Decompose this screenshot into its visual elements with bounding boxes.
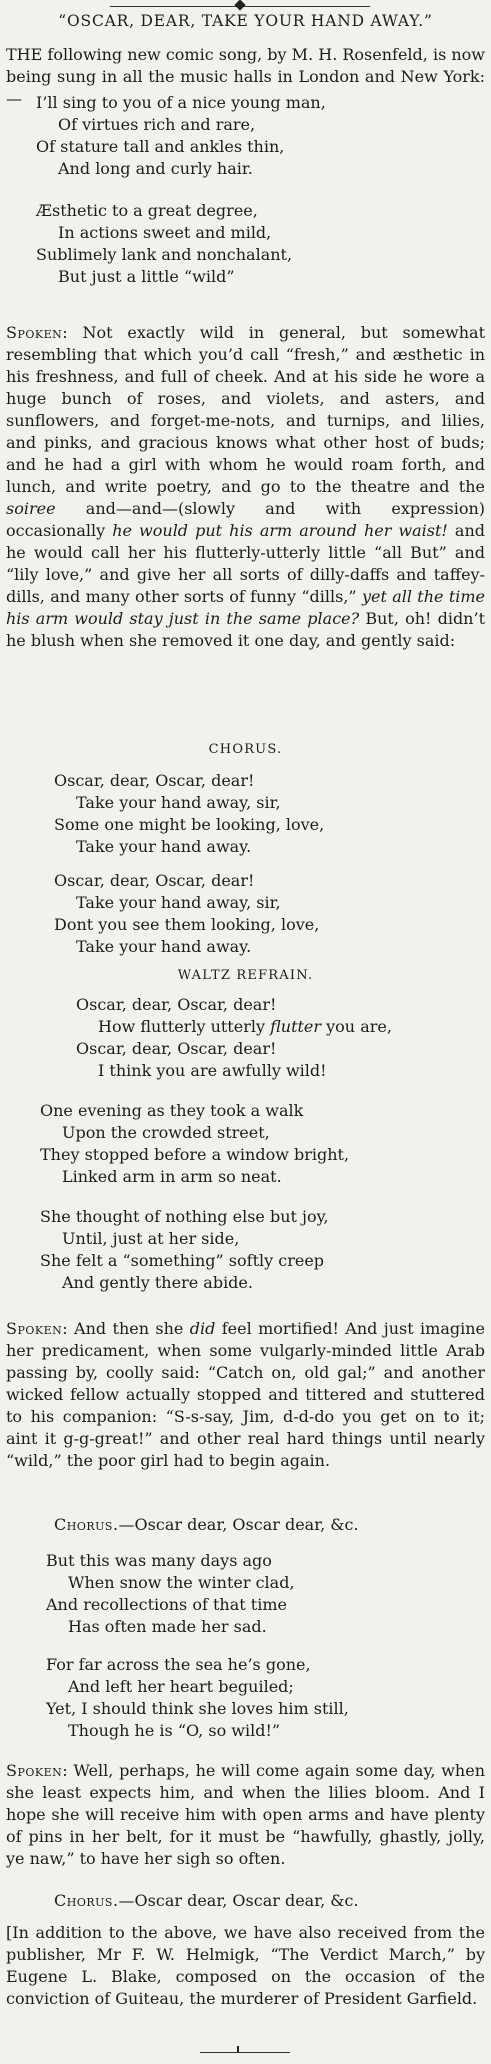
intro-paragraph: THE following new comic song, by M. H. Rosenfeld, is now being sung in all the music halls in London and New York:— — [6, 45, 485, 108]
spoken-label: Spoken — [6, 323, 63, 342]
chorus-reference-2 — [54, 1890, 359, 1912]
verse-line: In actions sweet and mild, — [58, 223, 272, 242]
spoken-label: Spoken — [6, 1319, 63, 1338]
waltz-line — [76, 1016, 392, 1038]
verse-line: Until, just at her side, — [62, 1229, 240, 1248]
waltz-text: How flutterly utterly — [98, 1017, 271, 1036]
chorus-line: Dont you see them looking, love, — [54, 915, 320, 934]
verse-1 — [36, 92, 326, 180]
verse-line: She felt a “something” softly creep — [40, 1251, 325, 1270]
waltz-line: Oscar, dear, Oscar, dear! — [76, 995, 277, 1014]
chorus-ref-label: Chorus. — [54, 1515, 119, 1534]
verse-line: Sublimely lank and nonchalant, — [36, 245, 293, 264]
spoken-text: : Not exactly wild in general, but somewhat resembling that which you’d call “fresh,” and æsthetic in his freshness, and full of cheek. And at his side he wore a huge bunch of roses, and violets, and asters, and sunflowers, and forget-me-nots, and turnips, and lilies, and pinks, and gracious knows what other host of buds; and he had a girl with whom he would roam forth, and lunch, and write poetry, and go to the theatre and the — [6, 323, 485, 496]
chorus-line: Oscar, dear, Oscar, dear! — [54, 771, 255, 790]
chorus-heading: CHORUS. — [208, 742, 283, 757]
chorus-line: Take your hand away. — [76, 837, 252, 856]
waltz-refrain-heading: WALTZ REFRAIN. — [177, 968, 314, 983]
verse-line: They stopped before a window bright, — [40, 1145, 350, 1164]
verse-line: For far across the sea he’s gone, — [46, 1655, 311, 1674]
verse-line: But this was many days ago — [46, 1551, 272, 1570]
spoken-italic: did — [189, 1319, 216, 1338]
chorus-line: Take your hand away, sir, — [76, 893, 281, 912]
verse-line: And left her heart beguiled; — [68, 1677, 294, 1696]
verse-4 — [40, 1206, 329, 1294]
waltz-line: I think you are awfully wild! — [98, 1061, 327, 1080]
spoken-italic: soiree — [6, 499, 56, 518]
verse-line: But just a little “wild” — [58, 267, 235, 286]
chorus-1 — [54, 770, 324, 858]
verse-line: Has often made her sad. — [68, 1617, 267, 1636]
spoken-label: Spoken — [6, 1761, 63, 1780]
verse-line: Of virtues rich and rare, — [58, 115, 256, 134]
spoken-text: But, oh! didn’t he blush when she removed it one day, and gently said: — [6, 609, 486, 650]
verse-line: Linked arm in arm so neat. — [62, 1167, 282, 1186]
verse-line: And gently there abide. — [62, 1273, 253, 1292]
spoken-text: : Well, perhaps, he will come again some day, when she least expects him, and when the lilies bloom. And I hope she will receive him with open arms and have plenty of pins in her belt, for it must be “hawfully, ghastly, jolly, ye naw,” to have her sigh so often. — [6, 1761, 485, 1868]
verse-line: Yet, I should think she loves him still, — [46, 1699, 349, 1718]
verse-line: Of stature tall and ankles thin, — [36, 137, 285, 156]
waltz-text: you are, — [321, 1017, 392, 1036]
verse-2 — [36, 200, 292, 288]
verse-line: I’ll sing to you of a nice young man, — [36, 93, 326, 112]
spoken-italic: yet all the time his arm would stay just in the same place? — [6, 587, 486, 628]
verse-line: One evening as they took a walk — [40, 1101, 304, 1120]
spoken-text: : And then she — [62, 1319, 190, 1338]
verse-line: Æsthetic to a great degree, — [36, 201, 258, 220]
spoken-text: and—and—(slowly and with expression) occasionally — [6, 499, 485, 540]
waltz-italic: flutter — [270, 1017, 322, 1036]
verse-6 — [46, 1654, 349, 1742]
verse-5 — [46, 1550, 295, 1638]
spoken-paragraph-2 — [6, 1318, 485, 1472]
chorus-2 — [54, 870, 319, 958]
top-ornament — [234, 0, 245, 11]
spoken-italic: he would put his arm around her waist! — [112, 521, 448, 540]
chorus-ref-label: Chorus. — [54, 1891, 119, 1910]
spoken-paragraph-3 — [6, 1760, 485, 1870]
verse-line: Though he is “O, so wild!” — [68, 1721, 281, 1740]
chorus-line: Oscar, dear, Oscar, dear! — [54, 871, 255, 890]
chorus-line: Take your hand away. — [76, 937, 252, 956]
verse-3 — [40, 1100, 349, 1188]
chorus-line: Take your hand away, sir, — [76, 793, 281, 812]
editor-note: [In addition to the above, we have also received from the publisher, Mr F. W. Helmigk, “The Verdict March,” by Eugene L. Blake, composed on the occasion of the conviction of Guiteau, the murderer of President Garfield. — [6, 1923, 485, 2008]
spoken-paragraph-1 — [6, 322, 485, 652]
waltz-refrain — [76, 994, 392, 1082]
verse-line: She thought of nothing else but joy, — [40, 1207, 329, 1226]
bottom-rule — [200, 2052, 290, 2053]
song-title: “OSCAR, DEAR, TAKE YOUR HAND AWAY.” — [58, 12, 433, 30]
chorus-reference-1 — [54, 1514, 359, 1536]
verse-line: Upon the crowded street, — [62, 1123, 270, 1142]
chorus-ref-text: —Oscar dear, Oscar dear, &c. — [118, 1891, 359, 1910]
chorus-line: Some one might be looking, love, — [54, 815, 325, 834]
verse-line: And long and curly hair. — [58, 159, 253, 178]
chorus-ref-text: —Oscar dear, Oscar dear, &c. — [118, 1515, 359, 1534]
waltz-line: Oscar, dear, Oscar, dear! — [76, 1039, 277, 1058]
verse-line: When snow the winter clad, — [68, 1573, 295, 1592]
bottom-ornament — [237, 2046, 239, 2052]
spoken-text: feel mortified! And just imagine her predicament, when some vulgarly-minded little Arab passing by, coolly said: “Catch on, old gal;” and another wicked fellow actually stopped and tittered and stuttered to his companion: “S-s-say, Jim, d-d-do you get on to it; aint it g-g-great!” and other real hard things until nearly “wild,” the poor girl had to begin again. — [6, 1319, 486, 1470]
spoken-text: and he would call her his flutterly-utterly little “all But” and “lily love,” and give her all sorts of dilly-daffs and taffey-dills, and many other sorts of funny “dills,” — [6, 521, 485, 606]
verse-line: And recollections of that time — [46, 1595, 287, 1614]
